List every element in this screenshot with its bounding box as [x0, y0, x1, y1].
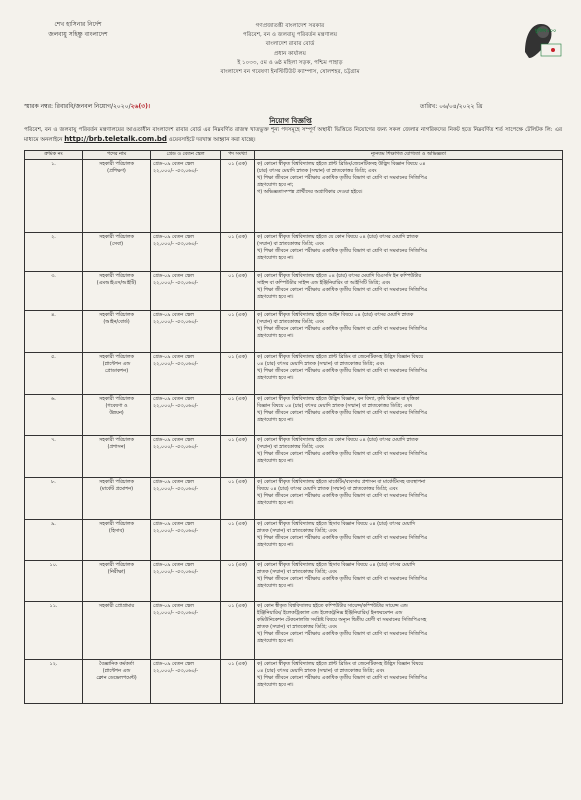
intro-text-before: পরিবেশ, বন ও জলবায়ু পরিবর্তন মন্ত্রণালয়ের আওতাধীন বাংলাদেশ রাবার বোর্ড এর নিম্নবর্ণিত রাজস্ব খাতভুক্ত শূন্য পদসমূহে সম্পূর্ণ অস্থায়ী ভিত্তিতে নিয়োগের জন্য সকল জেলার নাগরিকদের নিকট হতে নিম্নবর্ণিত শর্ত সাপেক্ষে টেলিটক লি: এর মাধ্যমে অনলাইনে [24, 127, 562, 144]
row-serial: ১. [25, 160, 83, 233]
qualification-line: সাইন্স বা কম্পিউটার সাইন্স এন্ড ইঞ্জিনিয়ারিং বা আইসিটি ডিগ্রি; এবং [257, 280, 391, 287]
qualification-line: গ্রহণযোগ্য হবে না। [257, 583, 294, 590]
qualification-line: ক) কোনো স্বীকৃত বিশ্ববিদ্যালয় হইতে মার্কেটিং/ব্যবসায় প্রশাসন বা মার্কেটিংসহ ব্যবস্থাপনা [257, 479, 426, 485]
row-post-name: বৈজ্ঞানিক কর্মকর্তা (প্লান্টেশন এন্ড ক্লোন ডেভেলপমেন্ট) [83, 660, 151, 704]
qualification-line: গ্রহণযোগ্য হবে না। [257, 500, 294, 507]
row-qualification [255, 395, 563, 436]
table-header-row [25, 151, 563, 160]
intro-text-after: ওয়েবসাইটে দরখাস্ত আহ্বান করা যাচ্ছে। [166, 137, 256, 144]
row-grade-scale: গ্রেড-০৯ বেতন স্কেল ২২,০০০/- -৫৩,০৬০/- [151, 561, 221, 602]
qualification-line: গ্রহণযোগ্য হবে না। [257, 375, 294, 382]
qualification-line: (চার) বৎসর মেয়াদি স্নাতক (সম্মান) বা স্নাতকোত্তর ডিগ্রি; এবং [257, 168, 377, 175]
intro-paragraph [24, 126, 562, 146]
qualification-line: ক) কোনো স্বীকৃত বিশ্ববিদ্যালয় হইতে হিসাব বিজ্ঞান বিষয়ে ০৪ (চার) বৎসর মেয়াদি [257, 562, 416, 568]
ministry-name: পরিবেশ, বন ও জলবায়ু পরিবর্তন মন্ত্রণালয় [242, 32, 338, 39]
row-serial: ৯. [25, 520, 83, 561]
qualification-line: গ্রহণযোগ্য হবে না। [257, 638, 294, 645]
qualification-line: খ) শিক্ষা জীবনে কোনো পরীক্ষায় একাধিক তৃতীয় বিভাগ বা শ্রেণি বা সমমানের সিজিপিএ [257, 175, 428, 182]
row-post-count: ০১ (এক) [221, 272, 255, 311]
row-qualification [255, 660, 563, 704]
qualification-line: গ্রহণযোগ্য হবে না। [257, 333, 294, 340]
qualification-line: খ) শিক্ষা জীবনে কোনো পরীক্ষায় একাধিক তৃতীয় বিভাগ বা শ্রেণি বা সমমানের সিজিপিএ [257, 368, 428, 375]
qualification-line: গ্রহণযোগ্য হবে না। [257, 682, 294, 689]
row-post-count: ০১ (এক) [221, 478, 255, 520]
table-row [25, 272, 563, 311]
row-post-name: সহকারী পরিচালক (মার্কেট প্রমোশন) [83, 478, 151, 520]
row-qualification [255, 160, 563, 233]
row-grade-scale: গ্রেড-০৯ বেতন স্কেল ২২,০০০/- -৫৩,০৬০/- [151, 311, 221, 353]
row-post-name: সহকারী পরিচালক (আইন/বোর্ড) [83, 311, 151, 353]
row-post-name: সহকারী পরিচালক (সেবা) [83, 233, 151, 272]
government-name: গণপ্রজাতন্ত্রী বাংলাদেশ সরকার [255, 23, 325, 29]
qualification-line: স্নাতক (সম্মান) বা স্নাতকোত্তর ডিগ্রি; এবং [257, 528, 337, 535]
row-post-count: ০১ (এক) [221, 436, 255, 478]
row-qualification [255, 311, 563, 353]
row-serial: ৩. [25, 272, 83, 311]
qualification-line: (সম্মান) বা স্নাতকোত্তর ডিগ্রি; এবং [257, 319, 324, 326]
memo-number [24, 101, 150, 112]
qualification-line: ০৪ (চার) বৎসর মেয়াদি স্নাতক (সম্মান) বা স্নাতকোত্তর ডিগ্রি; এবং [257, 361, 385, 368]
row-post-count: ০১ (এক) [221, 311, 255, 353]
qualification-line: ক) কোন স্বীকৃত বিশ্ববিদ্যালয় হইতে কম্পিউটার সায়েন্স/কম্পিউটার সায়েন্স এন্ড [257, 603, 408, 609]
table-row [25, 436, 563, 478]
memo-date: তারিখ: ০৬/০৪/২০২২ খ্রি [420, 103, 483, 110]
row-grade-scale: গ্রেড-০৯ বেতন স্কেল ২২,০০০/- -৫৩,০৬০/- [151, 272, 221, 311]
slogan-line-2: জলবায়ু সহিষ্ণু বাংলাদেশ [48, 31, 108, 38]
qualification-line: গ্রহণযোগ্য হবে না। [257, 417, 294, 424]
row-post-count: ০১ (এক) [221, 660, 255, 704]
row-post-count: ০১ (এক) [221, 602, 255, 660]
row-post-count: ০১ (এক) [221, 353, 255, 395]
memo-handwritten-number: ২৬(৩)। [130, 103, 150, 110]
qualification-line: খ) শিক্ষা জীবনে কোনো পরীক্ষায় একাধিক তৃতীয় বিভাগ বা শ্রেণি বা সমমানের সিজিপিএ [257, 535, 428, 542]
qualification-line: গ্রহণযোগ্য হবে না; [257, 182, 294, 189]
qualification-line: ক) কোনো স্বীকৃত বিশ্ববিদ্যালয় হইতে প্লান্ট ব্রিডিং বা জেনেটিকসহ উদ্ভিদ বিজ্ঞান বিষয়ে [257, 661, 424, 667]
row-grade-scale: গ্রেড-০৯ বেতন স্কেল ২২,০০০/- -৫৩,০৬০/- [151, 660, 221, 704]
qualification-line: খ) শিক্ষা জীবনে কোনো পরীক্ষায় একাধিক তৃতীয় বিভাগ বা শ্রেণি বা সমমানের সিজিপিএ [257, 410, 428, 417]
qualification-line: ক) কোনো স্বীকৃত বিশ্ববিদ্যালয় হইতে আইন বিষয়ে ০৪ (চার) বৎসর মেয়াদি স্নাতক [257, 312, 414, 318]
row-serial: ২. [25, 233, 83, 272]
table-row [25, 478, 563, 520]
header-grade-scale: গ্রেড ও বেতন স্কেল [151, 151, 221, 160]
row-serial: ১১. [25, 602, 83, 660]
row-qualification [255, 233, 563, 272]
row-grade-scale: গ্রেড-০৯ বেতন স্কেল ২২,০০০/- -৫৩,০৬০/- [151, 478, 221, 520]
row-post-count: ০১ (এক) [221, 160, 255, 233]
table-row [25, 353, 563, 395]
qualification-line: খ) শিক্ষা জীবনে কোনো পরীক্ষায় একাধিক তৃতীয় বিভাগ বা শ্রেণি বা সমমানের সিজিপিএ [257, 287, 428, 294]
row-post-count: ০১ (এক) [221, 520, 255, 561]
mujib100-logo-icon [519, 18, 563, 62]
posts-table [24, 150, 563, 704]
letterhead [160, 22, 420, 77]
table-row [25, 395, 563, 436]
qualification-line: স্নাতক (সম্মান) বা স্নাতকোত্তর ডিগ্রি; এবং [257, 624, 337, 631]
qualification-line: খ) শিক্ষা জীবনে কোনো পরীক্ষায় একাধিক তৃতীয় বিভাগ বা শ্রেণি বা সমমানের সিজিপিএ [257, 451, 428, 458]
row-post-count: ০১ (এক) [221, 395, 255, 436]
row-post-count: ০১ (এক) [221, 233, 255, 272]
table-row [25, 660, 563, 704]
row-serial: ৮. [25, 478, 83, 520]
row-serial: ৪. [25, 311, 83, 353]
row-grade-scale: গ্রেড-০৯ বেতন স্কেল ২২,০০০/- -৫৩,০৬০/- [151, 436, 221, 478]
qualification-line: গ্রহণযোগ্য হবে না। [257, 458, 294, 465]
board-name: বাংলাদেশ রাবার বোর্ড [265, 41, 315, 48]
qualification-line: বিজ্ঞান বিষয়ে ০৪ (চার) বৎসর মেয়াদি স্নাতক (সম্মান) বা স্নাতকোত্তর ডিগ্রি; এবং [257, 403, 413, 410]
qualification-line: খ) শিক্ষা জীবনে কোনো পরীক্ষায় একাধিক তৃতীয় বিভাগ বা শ্রেণি বা সমমানের সিজিপিএ [257, 576, 428, 583]
row-post-count: ০১ (এক) [221, 561, 255, 602]
row-post-name: সহকারী পরিচালক (প্রশিক্ষণ) [83, 160, 151, 233]
qualification-line: গ্রহণযোগ্য হবে না। [257, 255, 294, 262]
row-grade-scale: গ্রেড-০৯ বেতন স্কেল ২২,০০০/- -৫৩,০৬০/- [151, 233, 221, 272]
qualification-line: গ) অভিজ্ঞতাসম্পন্ন প্রার্থীদের অগ্রাধিকার দেওয়া হইবে। [257, 189, 363, 196]
header-post-count: পদ সংখ্যা [221, 151, 255, 160]
table-row [25, 311, 563, 353]
row-grade-scale: গ্রেড-০৯ বেতন স্কেল ২২,০০০/- -৫৩,০৬০/- [151, 160, 221, 233]
row-post-name: সহকারী পরিচালক (প্রশাসন) [83, 436, 151, 478]
row-post-name: সহকারী পরিচালক (নিরীক্ষা) [83, 561, 151, 602]
row-post-name: সহকারী পরিচালক (গবেষণা ও উন্নয়ন) [83, 395, 151, 436]
row-qualification [255, 436, 563, 478]
row-post-name: সহকারী পরিচালক (হিসাব) [83, 520, 151, 561]
logo-text: মুজিব১০০ [535, 28, 557, 34]
qualification-line: খ) শিক্ষা জীবনে কোনো পরীক্ষায় একাধিক তৃতীয় বিভাগ বা শ্রেণি বা সমমানের সিজিপিএ [257, 675, 428, 682]
address-line-1: ই ১০৩৩, ৫ম ও ৬ষ্ঠ মহিলা সড়ক, পশ্চিম পাহাড় [237, 59, 343, 66]
row-post-name: সহকারী পরিচালক (প্লান্টেশন এন্ড প্রোডাকশন) [83, 353, 151, 395]
row-grade-scale: গ্রেড-০৯ বেতন স্কেল ২২,০০০/- -৫৩,০৬০/- [151, 395, 221, 436]
memo-label: স্মারক নম্বর: রিবারবি/জনবল নিয়োগ/২০২০/ [24, 103, 131, 110]
qualification-line: ক) কোনো স্বীকৃত বিশ্ববিদ্যালয় হইতে যে কোন বিষয়ে ০৪ (চার) বৎসর মেয়াদি স্নাতক [257, 437, 419, 443]
qualification-line: খ) শিক্ষা জীবনে কোনো পরীক্ষায় একাধিক তৃতীয় বিভাগ বা শ্রেণি বা সমমানের সিজিপিএ [257, 326, 428, 333]
row-serial: ৫. [25, 353, 83, 395]
header-serial: ক্রমিক নং [25, 151, 83, 160]
qualification-line: গ্রহণযোগ্য হবে না। [257, 542, 294, 549]
row-qualification [255, 561, 563, 602]
row-qualification [255, 602, 563, 660]
row-serial: ১২. [25, 660, 83, 704]
table-row [25, 160, 563, 233]
qualification-line: ক) কোনো স্বীকৃত বিশ্ববিদ্যালয় হইতে ০৪ (চার) বৎসর মেয়াদি বিএসসি ইন কম্পিউটার [257, 273, 422, 279]
row-qualification [255, 520, 563, 561]
row-post-name: সহকারী প্রোগ্রামার [83, 602, 151, 660]
slogan-line-1: শেখ হাসিনার নির্দেশ [54, 21, 102, 28]
row-serial: ৬. [25, 395, 83, 436]
row-qualification [255, 272, 563, 311]
qualification-line: ক) কোনো স্বীকৃত বিশ্ববিদ্যালয় হইতে যে কোন বিষয়ে ০৪ (চার) বৎসর মেয়াদি স্নাতক [257, 234, 419, 240]
qualification-line: ক) কোনো স্বীকৃত বিশ্ববিদ্যালয় হইতে প্লান্ট ব্রিডিং/জেনেটিকসহ উদ্ভিদ বিজ্ঞান বিষয়ে ০৪ [257, 161, 426, 167]
qualification-line: স্নাতক (সম্মান) বা স্নাতকোত্তর ডিগ্রি; এবং [257, 569, 337, 576]
row-serial: ৭. [25, 436, 83, 478]
qualification-line: (সম্মান) বা স্নাতকোত্তর ডিগ্রি; এবং [257, 444, 324, 451]
teletalk-link[interactable]: http://brb.teletalk.com.bd [64, 135, 167, 144]
office-name: প্রধান কার্যালয় [274, 50, 306, 57]
qualification-line: বিষয়ে ০৪ (চার) বৎসর মেয়াদি স্নাতক (সম্মান) বা স্নাতকোত্তর ডিগ্রি; এবং [257, 486, 398, 493]
qualification-line: ক) কোনো স্বীকৃত বিশ্ববিদ্যালয় হইতে হিসাব বিজ্ঞান বিষয়ে ০৪ (চার) বৎসর মেয়াদি [257, 521, 416, 527]
qualification-line: গ্রহণযোগ্য হবে না। [257, 294, 294, 301]
row-serial: ১০. [25, 561, 83, 602]
table-row [25, 233, 563, 272]
slogan-block [18, 20, 138, 40]
row-grade-scale: গ্রেড-০৯ বেতন স্কেল ২২,০০০/- -৫৩,০৬০/- [151, 353, 221, 395]
row-grade-scale: গ্রেড-০৯ বেতন স্কেল ২২,০০০/- -৫৩,০৬০/- [151, 520, 221, 561]
row-qualification [255, 353, 563, 395]
header-post-name: পদের নাম [83, 151, 151, 160]
qualification-line: ক) কোনো স্বীকৃত বিশ্ববিদ্যালয় হইতে প্লান্ট ব্রিডিং বা জেনেটিকসহ উদ্ভিদ বিজ্ঞান বিষয়ে [257, 354, 424, 360]
qualification-line: (সম্মান) বা স্নাতকোত্তর ডিগ্রি; এবং [257, 241, 324, 248]
notice-title: নিয়োগ বিজ্ঞপ্তি [269, 117, 312, 125]
table-row [25, 602, 563, 660]
qualification-line: খ) শিক্ষা জীবনে কোনো পরীক্ষায় একাধিক তৃতীয় বিভাগ বা শ্রেণি বা সমমানের সিজিপিএ [257, 493, 428, 500]
qualification-line: খ) শিক্ষা জীবনে কোনো পরীক্ষায় একাধিক তৃতীয় বিভাগ বা শ্রেণি বা সমমানের সিজিপিএ [257, 631, 428, 638]
header-qualification: ন্যূনতম শিক্ষাগত যোগ্যতা ও অভিজ্ঞতা [255, 151, 563, 160]
qualification-line: কমিউনিকেশন টেকনোলজি সংশ্লিষ্ট বিষয়ে অন্যূন দ্বিতীয় শ্রেণী বা সমমানের সিজিপিএসহ [257, 617, 427, 624]
qualification-line: ক) কোনো স্বীকৃত বিশ্ববিদ্যালয় হইতে উদ্ভিদ বিজ্ঞান, বন বিদ্যা, কৃষি বিজ্ঞান বা মৃত্তিকা [257, 396, 420, 402]
table-row [25, 561, 563, 602]
row-qualification [255, 478, 563, 520]
row-grade-scale: গ্রেড-০৯ বেতন স্কেল ২২,০০০/- -৫৩,০৬০/- [151, 602, 221, 660]
qualification-line: খ) শিক্ষা জীবনে কোনো পরীক্ষায় একাধিক তৃতীয় বিভাগ বা শ্রেণি বা সমমানের সিজিপিএ [257, 248, 428, 255]
table-row [25, 520, 563, 561]
qualification-line: ইঞ্জিনিয়ারিং/ ইলেকট্রিক্যাল এন্ড ইলেকট্রনিক্স ইঞ্জিনিয়ারিং/ ইনফরমেশন এন্ড [257, 610, 403, 617]
row-post-name: সহকারী পরিচালক (এমআইএস/আইটি) [83, 272, 151, 311]
address-line-2: বাংলাদেশ বন গবেষণা ইনস্টিটিউট ক্যাম্পাস, ষোলশহর, চট্টগ্রাম [220, 69, 360, 76]
qualification-line: ০৪ (চার) বৎসর মেয়াদি স্নাতক (সম্মান) বা স্নাতকোত্তর ডিগ্রি; এবং [257, 668, 385, 675]
